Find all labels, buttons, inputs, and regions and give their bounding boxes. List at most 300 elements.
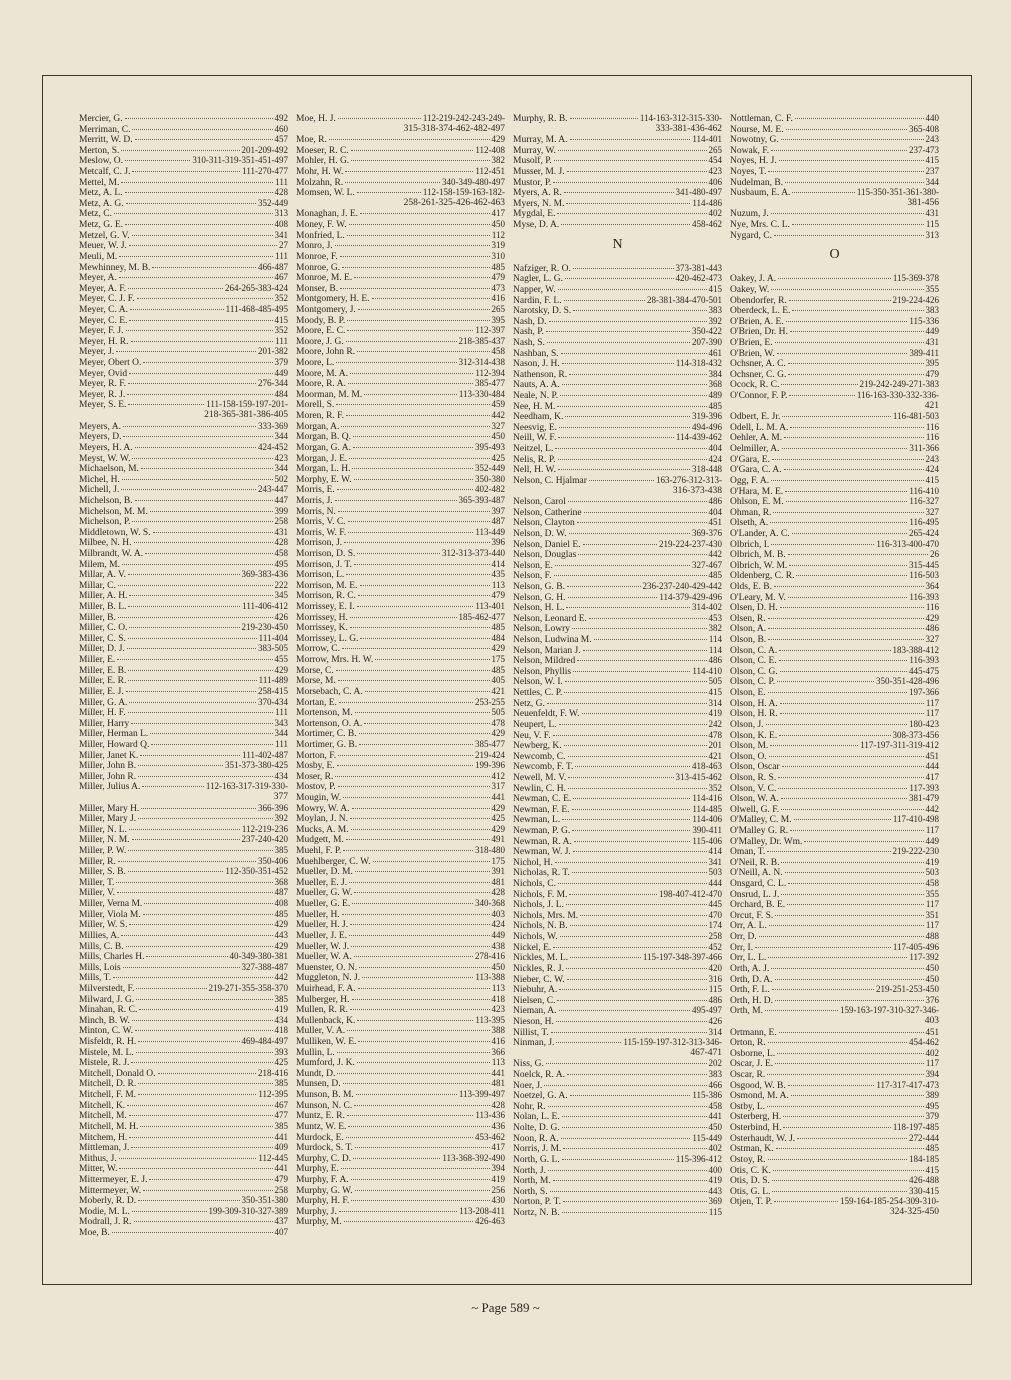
index-entry xyxy=(296,187,505,198)
index-entry xyxy=(79,346,288,357)
entry-name: Morphy, E. W. xyxy=(296,474,352,485)
dot-leader xyxy=(562,1116,707,1117)
entry-name: Orth, D. A. xyxy=(730,974,773,985)
entry-pages: 117-392 xyxy=(909,952,939,963)
entry-name: Oakey, W. xyxy=(730,284,770,295)
dot-leader xyxy=(780,713,924,714)
dot-leader xyxy=(344,542,489,543)
index-entry xyxy=(296,675,505,686)
entry-name: Nelson, Clayton xyxy=(513,518,575,529)
entry-name: O'Gara, C. A. xyxy=(730,465,782,476)
dot-leader xyxy=(562,384,707,385)
entry-pages: 114-379-429-496 xyxy=(659,591,722,602)
entry-pages: 341 xyxy=(708,856,722,867)
entry-pages: 242 xyxy=(708,718,722,729)
dot-leader xyxy=(781,384,857,385)
dot-leader xyxy=(338,755,473,756)
entry-name: North, S. xyxy=(513,1186,548,1197)
entry-pages: 114-401 xyxy=(692,134,722,145)
entry-name: Miller, Julius A. xyxy=(79,782,141,793)
entry-pages: 111-489 xyxy=(258,675,288,686)
index-entry xyxy=(79,994,288,1005)
entry-pages: 434 xyxy=(274,770,288,781)
entry-pages: 415 xyxy=(708,283,722,294)
entry-pages: 383 xyxy=(708,1069,722,1080)
dot-leader xyxy=(343,1083,490,1084)
index-entry xyxy=(513,134,722,145)
entry-pages: 429 xyxy=(491,643,505,654)
index-entry xyxy=(79,739,288,750)
dot-leader xyxy=(565,416,690,417)
entry-name: Moorman, M. M. xyxy=(296,389,363,400)
index-entry xyxy=(296,516,505,527)
entry-pages: 258-415 xyxy=(258,685,288,696)
dot-leader xyxy=(584,512,707,513)
dot-leader xyxy=(375,659,489,660)
dot-leader xyxy=(372,298,490,299)
index-entry xyxy=(296,569,505,580)
index-entry xyxy=(296,410,505,421)
dot-leader xyxy=(555,565,690,566)
index-entry xyxy=(296,474,505,485)
entry-pages: 219-230-450 xyxy=(241,622,288,633)
dot-leader xyxy=(360,213,489,214)
dot-leader xyxy=(356,1094,457,1095)
entry-pages: 429 xyxy=(491,134,505,145)
entry-name: Metcalf, C. J. xyxy=(79,167,131,178)
entry-pages: 219-222-230 xyxy=(892,846,939,857)
index-column-3 xyxy=(513,113,722,1273)
index-entry xyxy=(79,612,288,623)
entry-name: Olson, K. E. xyxy=(730,730,778,741)
index-entry xyxy=(513,889,722,900)
entry-pages: 454 xyxy=(708,155,722,166)
entry-pages: 445-475 xyxy=(909,665,939,676)
dot-leader xyxy=(560,395,706,396)
index-entry xyxy=(79,240,288,251)
index-entry xyxy=(296,1004,505,1015)
index-entry xyxy=(79,1121,288,1132)
entry-pages: 312-313-373-440 xyxy=(442,547,505,558)
dot-leader xyxy=(122,564,273,565)
index-entry xyxy=(730,390,939,401)
entry-name: Meyer, R. F. xyxy=(79,379,127,390)
index-entry xyxy=(730,1165,939,1176)
index-entry xyxy=(513,931,722,942)
dot-leader xyxy=(135,139,273,140)
dot-leader xyxy=(568,788,706,789)
dot-leader xyxy=(131,1062,272,1063)
entry-pages: 114 xyxy=(708,634,722,645)
dot-leader xyxy=(565,681,707,682)
entry-pages: 117-393 xyxy=(909,782,939,793)
dot-leader xyxy=(132,1020,273,1021)
entry-pages: 201 xyxy=(708,740,722,751)
entry-pages: 219-251-253-450 xyxy=(876,984,939,995)
entry-name: Mitchell, Donald O. xyxy=(79,1068,156,1079)
index-entry xyxy=(296,240,505,251)
entry-name: Mittermeyer, E. J. xyxy=(79,1174,148,1185)
index-entry xyxy=(79,951,288,962)
index-entry xyxy=(79,1195,288,1206)
entry-name: Olson, R. S. xyxy=(730,772,777,783)
entry-name: Metzel, G. V. xyxy=(79,230,130,241)
dot-leader xyxy=(121,935,272,936)
index-entry xyxy=(296,1057,505,1068)
entry-name: Neupert, L. xyxy=(513,719,557,730)
index-entry xyxy=(513,772,722,783)
index-entry xyxy=(296,251,505,262)
index-entry xyxy=(79,315,288,326)
entry-pages: 366 xyxy=(491,1046,505,1057)
entry-name: Noon, R. A. xyxy=(513,1133,559,1144)
entry-name: Nottleman, C. F. xyxy=(730,114,793,124)
entry-pages: 486 xyxy=(708,994,722,1005)
dot-leader xyxy=(351,150,474,151)
entry-name: Olson, E. xyxy=(730,688,766,699)
index-entry xyxy=(79,548,288,559)
entry-pages: 313-415-462 xyxy=(675,771,722,782)
entry-name: Otis, G. L. xyxy=(730,1186,771,1197)
entry-name: Oakey, J. A. xyxy=(730,274,777,285)
entry-name: Olwell, G. F. xyxy=(730,804,780,815)
entry-pages: 185-462-477 xyxy=(458,611,505,622)
index-entry xyxy=(730,836,939,847)
entry-pages: 114-486 xyxy=(692,197,722,208)
entry-name: Ostby, L. xyxy=(730,1101,766,1112)
dot-leader xyxy=(349,458,489,459)
dot-leader xyxy=(767,1106,923,1107)
dot-leader xyxy=(594,639,707,640)
index-entry xyxy=(513,974,722,985)
entry-name: Mercier, G. xyxy=(79,114,123,124)
entry-pages: 113-388 xyxy=(475,972,505,983)
entry-pages: 319-396 xyxy=(692,411,722,422)
index-entry xyxy=(296,994,505,1005)
dot-leader xyxy=(136,1052,273,1053)
entry-pages: 485 xyxy=(925,1143,939,1154)
dot-leader xyxy=(127,648,256,649)
dot-leader xyxy=(354,892,489,893)
dot-leader xyxy=(567,171,707,172)
entry-pages: 395 xyxy=(925,358,939,369)
dot-leader xyxy=(131,723,272,724)
dot-leader xyxy=(353,1158,440,1159)
entry-name: Mygdal, E. xyxy=(513,209,556,220)
dot-leader xyxy=(766,724,907,725)
entry-pages: 423 xyxy=(274,452,288,463)
dot-leader xyxy=(126,946,273,947)
dot-leader xyxy=(563,1201,707,1202)
dot-leader xyxy=(777,353,908,354)
index-entry xyxy=(79,484,288,495)
entry-pages: 450 xyxy=(925,973,939,984)
entry-name: O'Leary, M. V. xyxy=(730,592,786,603)
entry-name: Onsgard, C. L. xyxy=(730,879,787,890)
entry-name: Olson, C. E. xyxy=(730,656,777,667)
dot-leader xyxy=(788,1085,875,1086)
entry-pages: 365-408 xyxy=(909,123,939,134)
entry-pages: 340-349-480-497 xyxy=(442,176,505,187)
entry-name: Morris, V. C. xyxy=(296,517,346,528)
index-entry xyxy=(296,856,505,867)
entry-name: Nettles, C. P. xyxy=(513,688,563,699)
entry-pages: 425 xyxy=(491,813,505,824)
index-entry xyxy=(730,878,939,889)
entry-pages: 453 xyxy=(708,612,722,623)
entry-pages: 115 xyxy=(708,1206,722,1217)
index-entry xyxy=(79,113,288,124)
dot-leader xyxy=(125,192,273,193)
index-entry xyxy=(513,560,722,571)
entry-name: Neuenfeldt, F. W. xyxy=(513,709,580,720)
dot-leader xyxy=(135,1030,272,1031)
dot-leader xyxy=(573,671,690,672)
dot-leader xyxy=(152,267,256,268)
index-entry xyxy=(79,909,288,920)
index-entry xyxy=(79,516,288,527)
index-entry xyxy=(79,1216,288,1227)
index-entry xyxy=(79,559,288,570)
entry-pages: 503 xyxy=(708,867,722,878)
entry-name: O'Hara, M. E. xyxy=(730,486,784,497)
index-entry xyxy=(513,708,722,719)
dot-leader xyxy=(138,1041,239,1042)
section-letter: O xyxy=(829,247,840,263)
index-entry xyxy=(730,379,939,390)
entry-name: Mueller, W. A. xyxy=(296,952,352,963)
entry-pages: 112-394 xyxy=(475,367,505,378)
entry-name: Morrissey, H. xyxy=(296,612,348,623)
entry-pages: 428 xyxy=(274,187,288,198)
entry-pages: 450 xyxy=(491,219,505,230)
index-entry xyxy=(296,1206,505,1217)
index-entry xyxy=(730,208,939,219)
index-entry xyxy=(296,941,505,952)
index-entry-continuation: 258-261-325-426-462-463 xyxy=(403,197,505,208)
dot-leader xyxy=(141,468,273,469)
entry-name: Mitchell, M. xyxy=(79,1111,127,1122)
entry-name: Moe, H. J. xyxy=(296,114,336,124)
index-entry xyxy=(513,1016,722,1027)
dot-leader xyxy=(781,798,907,799)
dot-leader xyxy=(352,808,490,809)
dot-leader xyxy=(125,118,273,119)
entry-pages: 114 xyxy=(708,644,722,655)
entry-pages: 219-424 xyxy=(475,749,505,760)
entry-pages: 441 xyxy=(274,1131,288,1142)
entry-name: Mitchell, K. xyxy=(79,1100,126,1111)
entry-pages: 117-317-417-473 xyxy=(876,1079,939,1090)
index-entry xyxy=(513,1101,722,1112)
entry-name: Morris, W. F. xyxy=(296,527,347,538)
dot-leader xyxy=(358,1041,489,1042)
entry-name: Nash, D. xyxy=(513,316,547,327)
entry-pages: 418-463 xyxy=(692,761,722,772)
entry-pages: 113-401 xyxy=(475,601,505,612)
entry-pages: 278-416 xyxy=(475,951,505,962)
index-entry xyxy=(730,942,939,953)
index-entry xyxy=(730,793,939,804)
entry-name: Miller, S. B. xyxy=(79,867,126,878)
index-entry xyxy=(513,761,722,772)
entry-pages: 370-434 xyxy=(258,696,288,707)
entry-pages: 484 xyxy=(274,388,288,399)
entry-pages: 28-381-384-470-501 xyxy=(647,294,722,305)
entry-pages: 27 xyxy=(279,240,288,251)
index-entry xyxy=(296,686,505,697)
entry-name: Ostman, K. xyxy=(730,1144,774,1155)
entry-pages: 451 xyxy=(925,750,939,761)
index-entry xyxy=(79,1227,288,1238)
entry-name: Onsrud, L. J. xyxy=(730,889,780,900)
dot-leader xyxy=(129,627,239,628)
entry-name: Nieber, C. W. xyxy=(513,974,565,985)
index-entry xyxy=(730,814,939,825)
entry-name: Moore, John R. xyxy=(296,347,356,358)
entry-name: Olson, H. R. xyxy=(730,709,778,720)
entry-name: Meyer, Obert O. xyxy=(79,358,142,369)
entry-name: Ogg, F. A. xyxy=(730,475,770,486)
index-entry xyxy=(296,877,505,888)
dot-leader xyxy=(781,894,923,895)
entry-pages: 415 xyxy=(925,1164,939,1175)
dot-leader xyxy=(119,1168,272,1169)
dot-leader xyxy=(785,182,923,183)
index-entry xyxy=(296,887,505,898)
dot-leader xyxy=(354,479,473,480)
index-entry xyxy=(513,1186,722,1197)
entry-pages: 376 xyxy=(925,994,939,1005)
entry-pages: 486 xyxy=(925,623,939,634)
index-entry xyxy=(730,1069,939,1080)
entry-name: Nardin, F. L. xyxy=(513,295,562,306)
dot-leader xyxy=(128,606,240,607)
dot-leader xyxy=(342,267,489,268)
dot-leader xyxy=(557,406,706,407)
entry-pages: 256 xyxy=(491,1184,505,1195)
dot-leader xyxy=(340,288,489,289)
entry-name: Nagler, L. G. xyxy=(513,274,564,285)
entry-name: Miller, Viola M. xyxy=(79,909,141,920)
entry-name: Nortz, N. B. xyxy=(513,1207,560,1218)
entry-pages: 416 xyxy=(491,1036,505,1047)
entry-name: Meyer, S. E. xyxy=(79,400,127,411)
index-entry xyxy=(296,1047,505,1058)
dot-leader xyxy=(570,139,691,140)
entry-pages: 379 xyxy=(274,357,288,368)
entry-pages: 470 xyxy=(708,909,722,920)
entry-pages: 114-485 xyxy=(692,803,722,814)
dot-leader xyxy=(347,1115,474,1116)
entry-pages: 218-416 xyxy=(258,1067,288,1078)
index-entry xyxy=(513,963,722,974)
entry-pages: 428 xyxy=(491,887,505,898)
entry-pages: 417 xyxy=(491,208,505,219)
entry-pages: 426 xyxy=(274,611,288,622)
dot-leader xyxy=(784,437,924,438)
entry-name: Momsen, W. L. xyxy=(296,188,355,199)
entry-pages: 118-197-485 xyxy=(892,1122,939,1133)
dot-leader xyxy=(138,765,223,766)
entry-name: Oscar, J. E. xyxy=(730,1059,774,1070)
entry-pages: 414 xyxy=(491,558,505,569)
entry-name: Morse, C. xyxy=(296,665,334,676)
entry-pages: 424 xyxy=(491,919,505,930)
dot-leader xyxy=(556,1042,621,1043)
entry-pages: 237 xyxy=(925,166,939,177)
index-entry xyxy=(730,1080,939,1091)
index-entry xyxy=(513,528,722,539)
entry-pages: 424 xyxy=(925,464,939,475)
entry-pages: 431 xyxy=(925,336,939,347)
index-entry xyxy=(79,633,288,644)
index-entry xyxy=(79,760,288,771)
entry-name: Miller, John B. xyxy=(79,761,137,772)
dot-leader xyxy=(348,383,473,384)
entry-pages: 327 xyxy=(925,506,939,517)
index-entry xyxy=(730,687,939,698)
entry-pages: 426-488 xyxy=(909,1175,939,1186)
index-entry xyxy=(513,295,722,306)
entry-name: Mullin, L. xyxy=(296,1047,335,1058)
entry-name: Morrison, D. S. xyxy=(296,548,356,559)
index-entry xyxy=(79,368,288,379)
entry-pages: 111 xyxy=(275,250,288,261)
entry-name: Minahan, R. C. xyxy=(79,1005,138,1016)
entry-pages: 447 xyxy=(274,494,288,505)
entry-name: Moore, R. A. xyxy=(296,379,346,390)
entry-name: Olsen, R. xyxy=(730,613,766,624)
index-entry xyxy=(296,962,505,973)
index-entry xyxy=(79,675,288,686)
index-entry xyxy=(296,113,505,124)
dot-leader xyxy=(137,298,273,299)
index-entry xyxy=(79,665,288,676)
dot-leader xyxy=(556,1021,707,1022)
entry-pages: 429 xyxy=(925,612,939,623)
dot-leader xyxy=(558,150,707,151)
index-entry xyxy=(79,474,288,485)
dot-leader xyxy=(786,501,908,502)
dot-leader xyxy=(350,818,490,819)
entry-name: Moore, L. xyxy=(296,358,335,369)
entry-name: Munson, N. C. xyxy=(296,1100,353,1111)
dot-leader xyxy=(116,882,272,883)
dot-leader xyxy=(140,1126,272,1127)
entry-name: Millies, A. xyxy=(79,930,120,941)
entry-name: O'Brien, Dr. H. xyxy=(730,327,788,338)
entry-name: Mortenson, M. xyxy=(296,708,353,719)
entry-name: Mills, T. xyxy=(79,973,112,984)
entry-name: Olson, C. G. xyxy=(730,666,778,677)
index-entry xyxy=(513,187,722,198)
entry-name: Murdock, S. T. xyxy=(296,1143,353,1154)
entry-name: Miller, E. J. xyxy=(79,686,124,697)
index-entry xyxy=(730,134,939,145)
index-entry xyxy=(730,124,939,135)
dot-leader xyxy=(771,544,874,545)
entry-name: Mougin, W. xyxy=(296,793,342,803)
entry-name: Newman, R. A. xyxy=(513,836,572,847)
entry-name: Miller, Herman L. xyxy=(79,729,149,740)
entry-name: Mortimer, C. B. xyxy=(296,729,357,740)
entry-pages: 115-449 xyxy=(692,1132,722,1143)
dot-leader xyxy=(145,553,272,554)
dot-leader xyxy=(132,839,240,840)
entry-name: O'Connor, F. P. xyxy=(730,391,788,402)
dot-leader xyxy=(780,607,924,608)
